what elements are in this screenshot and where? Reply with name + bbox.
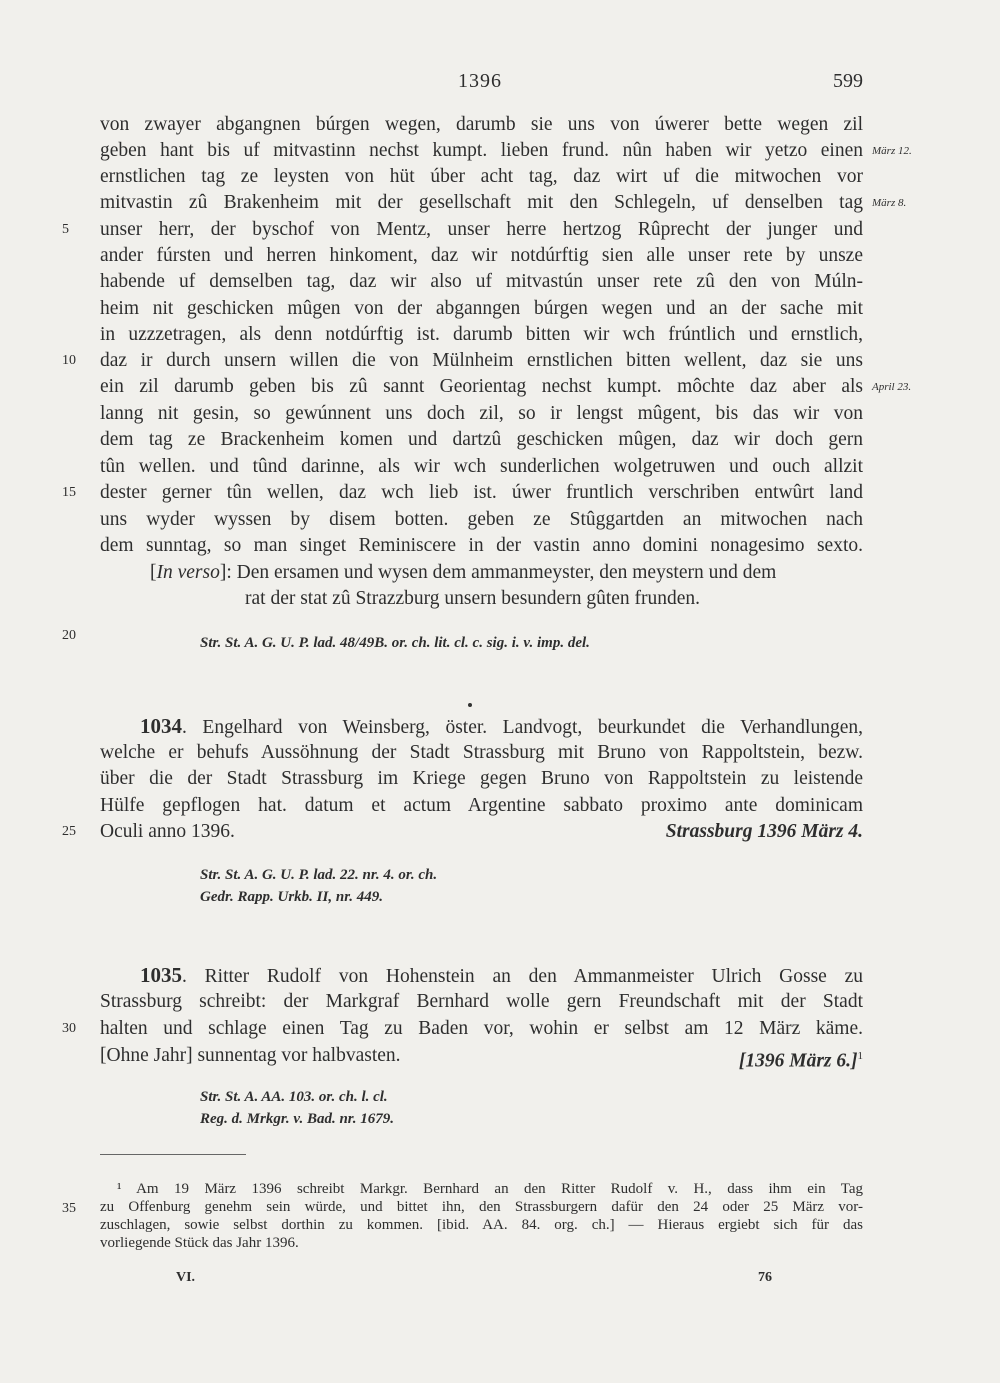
body-line: habende uf demselben tag, daz wir also uf mitvastún unser rete zû den von Múln-: [100, 271, 863, 292]
doc-1035-line-1: 1035. Ritter Rudolf von Hohenstein an den Ammanmeister Ulrich Gosse zu: [140, 963, 864, 987]
doc-1034-line-5: [100, 819, 863, 845]
body-line: in uzzzetragen, als denn notdúrftig ist. darumb bitten wir wch frúntlich und ernstlich,: [100, 324, 863, 345]
footnote-line: zuschlagen, sowie selbst dorthin zu kommen. [ibid. AA. 84. org. ch.] — Hieraus ergiebt sich für das: [100, 1217, 863, 1233]
marginal-date: April 23.: [872, 381, 912, 393]
body-line: lanng nit gesin, so gewúnnent uns doch zil, so ir lengst mûgent, bis das wir von: [100, 403, 863, 424]
doc-1035-line-2: Strassburg schreibt: der Markgraf Bernhard wolle gern Freundschaft mit der Stadt: [100, 991, 863, 1012]
footnote-line: zu Offenburg genehm sein würde, und bittet ihn, den Strassburgern dafür den 24 oder 25 März vor-: [100, 1199, 863, 1215]
source-citation: Reg. d. Mrkgr. v. Bad. nr. 1679.: [200, 1111, 395, 1127]
line-number: 5: [62, 222, 69, 237]
doc-1035-line-3: halten und schlage einen Tag zu Baden vor, wohin er selbst am 12 März käme.: [100, 1018, 863, 1039]
body-line: ernstlichen tag ze leysten von hüt úber acht tag, daz wirt uf die mitwochen vor: [100, 166, 863, 187]
line-number: 35: [62, 1201, 76, 1216]
body-line: ein zil darumb geben bis zû sannt Georientag nechst kumpt. môchte daz aber als: [100, 376, 863, 397]
separator-dot: [468, 703, 472, 707]
verso-label: In verso: [156, 562, 220, 583]
line-number: 30: [62, 1021, 76, 1036]
line-number: 20: [62, 628, 76, 643]
source-citation: Str. St. A. G. U. P. lad. 22. nr. 4. or. ch.: [200, 867, 438, 883]
sheet-number: 76: [758, 1270, 772, 1285]
doc-1035-text: [Ohne Jahr] sunnentag vor halbvasten.: [100, 1045, 401, 1066]
verso-line-2: rat der stat zû Strazzburg unsern besundern gûten frunden.: [245, 588, 701, 609]
body-line: dem tag ze Brackenheim komen und dartzû geschicken mûgen, daz wir doch gern: [100, 429, 863, 450]
doc-1034-text: Oculi anno 1396.: [100, 821, 235, 842]
marginal-date: März 12.: [872, 145, 912, 157]
body-line: uns wyder wyssen by disem botten. geben ze Stûggartden an mitwochen nach: [100, 509, 863, 530]
line-number: 15: [62, 485, 76, 500]
body-line: daz ir durch unsern willen die von Mülnheim ernstlichen bitten wellent, daz sie uns: [100, 350, 863, 371]
doc-1034-line-2: welche er behufs Aussöhnung der Stadt Strassburg mit Bruno von Rappoltstein, bezw.: [100, 742, 863, 763]
doc-1035-text: Ritter Rudolf von Hohenstein an den Ammanmeister Ulrich Gosse zu: [204, 966, 864, 987]
place-date: Strassburg 1396 März 4.: [665, 821, 863, 842]
footnote-rule: [100, 1154, 246, 1155]
marginal-date: März 8.: [872, 197, 907, 209]
doc-number: 1034: [140, 714, 182, 738]
line-number: 10: [62, 353, 76, 368]
doc-1034-line-1: 1034. Engelhard von Weinsberg, öster. Landvogt, beurkundet die Verhandlungen,: [140, 714, 863, 738]
footnote-line: vorliegende Stück das Jahr 1396.: [100, 1235, 299, 1251]
verso-text-1: Den ersamen und wysen dem ammanmeyster, den meystern und dem: [236, 562, 777, 583]
body-line: geben hant bis uf mitvastinn nechst kumpt. lieben frund. nûn haben wir yetzo einen: [100, 140, 863, 161]
doc-1034-line-4: Hülfe gepflogen hat. datum et actum Argentine sabbato proximo ante dominicam: [100, 795, 863, 816]
footnote-line: ¹ Am 19 März 1396 schreibt Markgr. Bernhard an den Ritter Rudolf v. H., dass ihm ein Tag: [117, 1181, 863, 1197]
place-date: [1396 März 6.]: [738, 1050, 858, 1072]
source-citation-1033: Str. St. A. G. U. P. lad. 48/49B. or. ch. lit. cl. c. sig. i. v. imp. del.: [200, 635, 590, 651]
line-number: 25: [62, 824, 76, 839]
place-date-wrap: [739, 1043, 863, 1075]
source-citation: Gedr. Rapp. Urkb. II, nr. 449.: [200, 889, 383, 905]
source-citation: Str. St. A. AA. 103. or. ch. l. cl.: [200, 1089, 388, 1105]
body-line: tûn wellen. und tûnd darinne, als wir wch sunderlichen wolgetruwen und ouch allzit: [100, 456, 863, 477]
body-line: unser herr, der byschof von Mentz, unser herre hertzog Rûprecht der junger und: [100, 219, 863, 240]
body-line: dester gerner tûn wellen, daz wch lieb ist. úwer fruntlich verschriben entwûrt land: [100, 482, 863, 503]
doc-1034-text: Engelhard von Weinsberg, öster. Landvogt, beurkundet die Verhandlungen,: [202, 717, 863, 738]
body-line: ander fúrsten und herren hinkoment, daz wir notdúrftig sien alle unser rete by unsze: [100, 245, 863, 266]
body-line: heim nit geschicken mûgen von der abganngen búrgen wegen und an der sache mit: [100, 298, 863, 319]
footnote-mark: 1: [857, 1050, 863, 1062]
body-line: von zwayer abgangnen búrgen wegen, darumb sie uns von úwerer bette wegen zil: [100, 114, 863, 135]
doc-1034-line-3: über die der Stadt Strassburg im Kriege gegen Bruno von Rappoltstein zu leistende: [100, 768, 863, 789]
body-line: mitvastin zû Brakenheim mit der gesellschaft mit den Schlegeln, uf denselben tag: [100, 192, 863, 213]
running-head-year: 1396: [458, 70, 502, 92]
page-number: 599: [833, 70, 863, 92]
verso-line-1: [In verso]: Den ersamen und wysen dem ammanmeyster, den meystern und dem: [150, 562, 777, 583]
signature-mark: VI.: [176, 1270, 196, 1285]
doc-1035-line-4: [100, 1043, 863, 1072]
doc-number: 1035: [140, 963, 182, 987]
body-line: dem sunntag, so man singet Reminiscere in der vastin anno domini nonagesimo sexto.: [100, 535, 863, 556]
